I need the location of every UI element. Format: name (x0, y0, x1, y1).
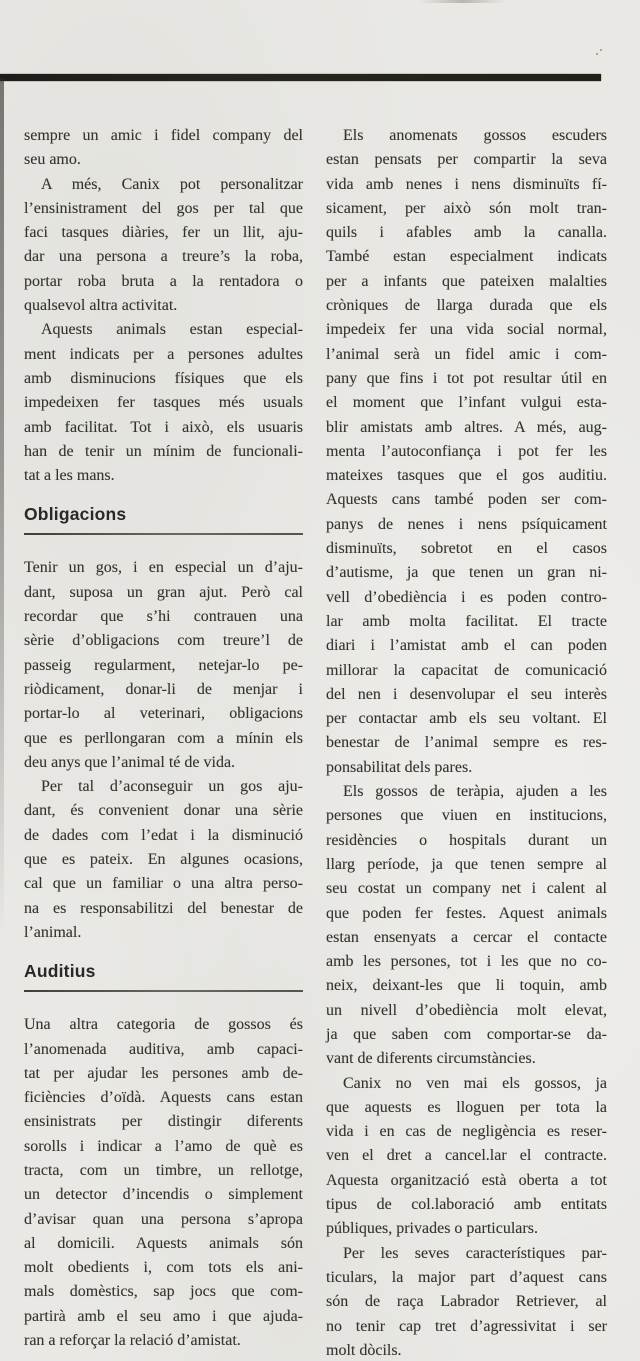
text-line: na es responsabilitzi del benestar de (24, 899, 303, 917)
paragraph (24, 173, 303, 319)
paragraph (24, 124, 303, 173)
text-line: panys de nenes i nens psíquicament (326, 515, 607, 533)
text-line: cròniques de llarga durada que els (326, 297, 607, 315)
text-line: Canix no ven mai els gossos, ja (343, 1074, 607, 1092)
text-line: passeig regularment, netejar-lo pe- (24, 656, 303, 674)
text-line: També estan especialment indicats (326, 248, 607, 266)
section-heading-label: Auditius (24, 961, 96, 982)
text-line: seu amo. (24, 151, 81, 169)
text-line: Una altra categoria de gossos és (24, 1016, 303, 1034)
text-line: ticulars, la major part d’aquest cans (326, 1268, 607, 1286)
section-heading (24, 961, 303, 992)
text-line: ran a reforçar la relació d’amistat. (24, 1332, 241, 1350)
paragraph (326, 780, 607, 1072)
text-line: pany que fins i tot pot resultar útil en (326, 369, 607, 387)
text-line: dar una persona a treure’s la roba, (24, 248, 303, 266)
text-line: que es pateix. En algunes ocasions, (24, 851, 303, 869)
text-line: molt obedients i, com tots els ani- (24, 1259, 303, 1277)
text-line: sorolls i indicar a l’amo de què es (24, 1137, 303, 1155)
text-line: el moment que l’infant vulgui esta- (326, 394, 607, 412)
left-column (24, 124, 303, 1353)
section-heading-label: Obligacions (24, 504, 127, 525)
text-line: amb disminucions físiques que els (24, 369, 303, 387)
text-line: no tenir cap tret d’agressivitat i ser (326, 1317, 607, 1335)
text-line: estan pensats per compartir la seva (326, 151, 607, 169)
text-line: un detector d’incendis o simplement (24, 1186, 303, 1204)
text-line: Aquests animals estan especial- (41, 321, 303, 339)
text-line: vida i en cas de negligència es reser- (326, 1123, 607, 1141)
text-line: Aquests cans també poden ser com- (326, 491, 607, 509)
text-line: amb les persones, tot i les que no co- (326, 953, 607, 971)
text-line: neix, deixant-les que li toquin, amb (326, 977, 607, 995)
paragraph (326, 1242, 607, 1361)
text-line: Tenir un gos, i en especial un d’aju- (24, 559, 303, 577)
text-line: tat per ajudar les persones amb de- (24, 1064, 303, 1082)
scan-speck (596, 49, 603, 55)
text-line: que es perllongaran com a mínin els (24, 729, 303, 747)
scan-smudge (420, 0, 505, 3)
text-line: l’animal serà un fidel amic i com- (326, 345, 607, 363)
text-line: llarg període, ja que tenen sempre al (326, 855, 607, 873)
text-line: d’autisme, ja que tenen un gran ni- (326, 564, 607, 582)
text-line: blir amistats amb altres. A més, aug- (326, 418, 607, 436)
text-line: vant de diferents circumstàncies. (326, 1050, 536, 1068)
text-line: tipus de col.laboració amb entitats (326, 1196, 607, 1214)
text-line: estan ensenyats a cercar el contacte (326, 928, 607, 946)
paragraph (326, 1072, 607, 1242)
text-line: partirà amb el seu amo i que ajuda- (24, 1307, 303, 1325)
text-line: ja que saben com comportar-se da- (326, 1025, 607, 1043)
text-line: ven el dret a cancel.lar el contracte. (326, 1147, 607, 1165)
scan-edge-shadow (0, 78, 4, 938)
text-line: sempre un amic i fidel company del (24, 127, 303, 144)
paragraph (24, 775, 303, 945)
text-line: sicament, per això són molt tran- (326, 199, 607, 217)
text-line: de dades com l’edat i la disminució (24, 826, 303, 844)
text-line: Els anomenats gossos escuders (343, 127, 607, 144)
text-line: residències o hospitals durant un (326, 831, 607, 849)
text-line: dant, suposa un gran ajut. Però cal (24, 583, 303, 601)
text-line: cal que un familiar o una altra perso- (24, 875, 303, 893)
text-line: Per les seves característiques par- (343, 1244, 607, 1262)
paragraph (24, 556, 303, 775)
text-line: són de raça Labrador Retriever, al (326, 1293, 607, 1311)
text-line: Els gossos de teràpia, ajuden a les (343, 783, 607, 801)
text-line: un nivell d’obediència molt elevat, (326, 1001, 607, 1019)
text-line: benestar de l’animal sempre es res- (326, 734, 607, 752)
text-line: A més, Canix pot personalitzar (41, 175, 303, 193)
text-line: disminuïts, sobretot en el casos (326, 540, 607, 558)
text-line: seu costat un company net i calent al (326, 880, 607, 898)
text-line: al domicili. Aquests animals són (24, 1234, 303, 1252)
text-line: faci tasques diàries, fer un llit, aju- (24, 224, 303, 242)
text-line: ficiències d’oïdà. Aquests cans estan (24, 1089, 303, 1107)
paragraph (326, 124, 607, 780)
text-line: d’avisar quan una persona s’apropa (24, 1210, 303, 1228)
text-line: riòdicament, donar-li de menjar i (24, 680, 303, 698)
text-line: impedeix fer una vida social normal, (326, 321, 607, 339)
text-line: deu anys que l’animal té de vida. (24, 753, 236, 771)
text-line: recordar que s’hi contrauen una (24, 608, 303, 626)
text-line: vell d’obediència i es poden contro- (326, 588, 607, 606)
text-line: quils i afables amb la canalla. (326, 224, 607, 242)
text-line: sèrie d’obligacions com treure’l de (24, 632, 303, 650)
text-line: l’ensinistrament del gos per tal que (24, 199, 303, 217)
right-column (326, 124, 607, 1361)
paragraph (24, 318, 303, 488)
text-line: menta l’autoconfiança i pot fer les (326, 442, 607, 460)
text-line: Aquesta organització està oberta a tot (326, 1171, 607, 1189)
text-line: qualsevol altra activitat. (24, 297, 178, 315)
text-line: diari i l’amistat amb el can poden (326, 637, 607, 655)
text-line: impedeixen fer tasques més usuals (24, 394, 303, 412)
top-rule (0, 74, 601, 81)
text-line: mateixes tasques que el gos auditiu. (326, 467, 607, 485)
text-line: per contactar amb els seu voltant. El (326, 710, 607, 728)
text-line: que aquests es lloguen per tota la (326, 1098, 607, 1116)
text-line: molt dòcils. (326, 1341, 402, 1359)
text-line: han de tenir un mínim de funcionali- (24, 442, 303, 460)
text-line: lar amb molta facilitat. El tracte (326, 612, 607, 630)
text-line: Per tal d’aconseguir un gos aju- (41, 778, 303, 796)
text-line: l’anomenada auditiva, amb capaci- (24, 1040, 303, 1058)
text-line: ment indicats per a persones adultes (24, 345, 303, 363)
text-line: mals domèstics, sap jocs que com- (24, 1283, 303, 1301)
paragraph (24, 1013, 303, 1353)
text-line: per a infants que pateixen malalties (326, 272, 607, 290)
text-line: ensinistrats per distingir diferents (24, 1113, 303, 1131)
text-line: millorar la capacitat de comunicació (326, 661, 607, 679)
text-line: portar-lo al veterinari, obligacions (24, 705, 303, 723)
text-line: ponsabilitat dels pares. (326, 758, 473, 776)
text-line: portar roba bruta a la rentadora o (24, 272, 303, 290)
text-line: tracta, com un timbre, un rellotge, (24, 1161, 303, 1179)
text-line: vida amb nenes i nens disminuïts fí- (326, 175, 607, 193)
text-line: persones que viuen en institucions, (326, 807, 607, 825)
section-heading (24, 504, 303, 535)
text-line: l’animal. (24, 923, 82, 941)
text-line: tat a les mans. (24, 467, 115, 485)
text-line: dant, és convenient donar una sèrie (24, 802, 303, 820)
text-line: del nen i desenvolupar el seu interès (326, 685, 607, 703)
text-line: públiques, privades o particulars. (326, 1220, 538, 1238)
text-line: amb facilitat. Tot i això, els usuaris (24, 418, 303, 436)
text-line: que poden fer festes. Aquest animals (326, 904, 607, 922)
